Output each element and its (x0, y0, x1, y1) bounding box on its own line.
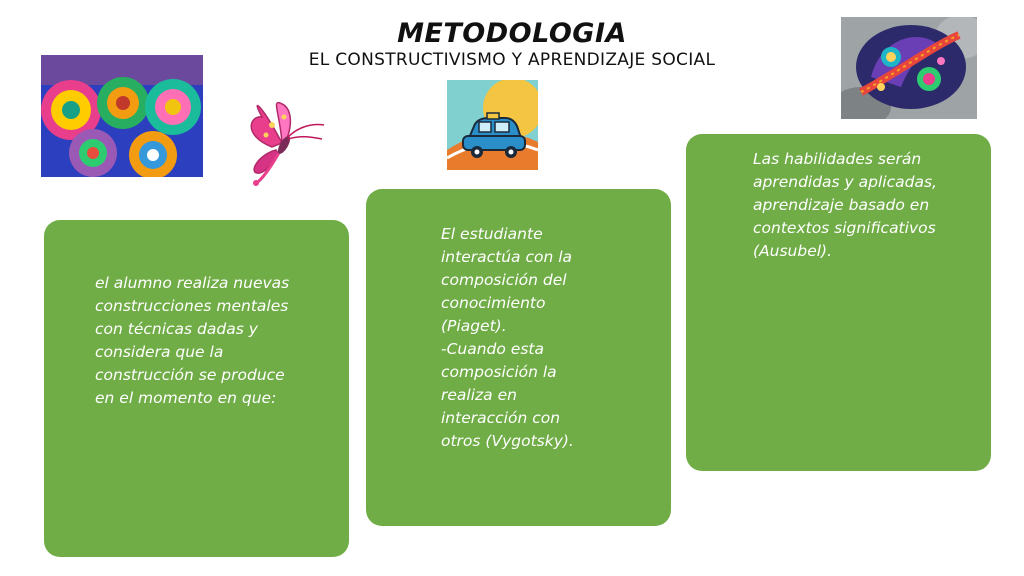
card-constructivism-text (95, 272, 289, 410)
card-text-line: composición del (441, 271, 567, 289)
card-text-line: (Ausubel). (753, 242, 833, 260)
card-text-line: contextos significativos (753, 219, 936, 237)
card-text-line: el alumno realiza nuevas (95, 274, 290, 292)
card-text-line: en el momento en que: (95, 389, 277, 407)
card-text-line: considera que la (95, 343, 224, 361)
page-subtitle: EL CONSTRUCTIVISMO Y APRENDIZAJE SOCIAL (308, 50, 716, 70)
card-text-line: -Cuando esta (441, 340, 544, 358)
card-text-line: otros (Vygotsky). (441, 432, 574, 450)
card-social-interaction (366, 189, 671, 526)
card-text-line: realiza en (441, 386, 517, 404)
card-text-line: El estudiante (441, 225, 543, 243)
card-meaningful-learning (686, 134, 991, 471)
card-text-line: conocimiento (441, 294, 546, 312)
card-constructivism (44, 220, 349, 557)
card-text-line: aprendidas y aplicadas, (753, 173, 937, 191)
page-title: METODOLOGIA (397, 18, 627, 49)
card-social-interaction-text (441, 223, 574, 453)
mandala-plates-image (41, 55, 203, 177)
card-text-line: aprendizaje basado en (753, 196, 930, 214)
card-text-line: composición la (441, 363, 557, 381)
card-text-line: interacción con (441, 409, 561, 427)
card-meaningful-learning-text (753, 148, 937, 263)
card-text-line: construcciones mentales (95, 297, 289, 315)
card-text-line: interactúa con la (441, 248, 573, 266)
card-text-line: (Piaget). (441, 317, 507, 335)
card-text-line: Las habilidades serán (753, 150, 922, 168)
painted-stone-image (841, 17, 977, 119)
taxi-image (447, 80, 538, 170)
card-text-line: con técnicas dadas y (95, 320, 258, 338)
butterfly-image (232, 95, 330, 190)
card-text-line: construcción se produce (95, 366, 285, 384)
